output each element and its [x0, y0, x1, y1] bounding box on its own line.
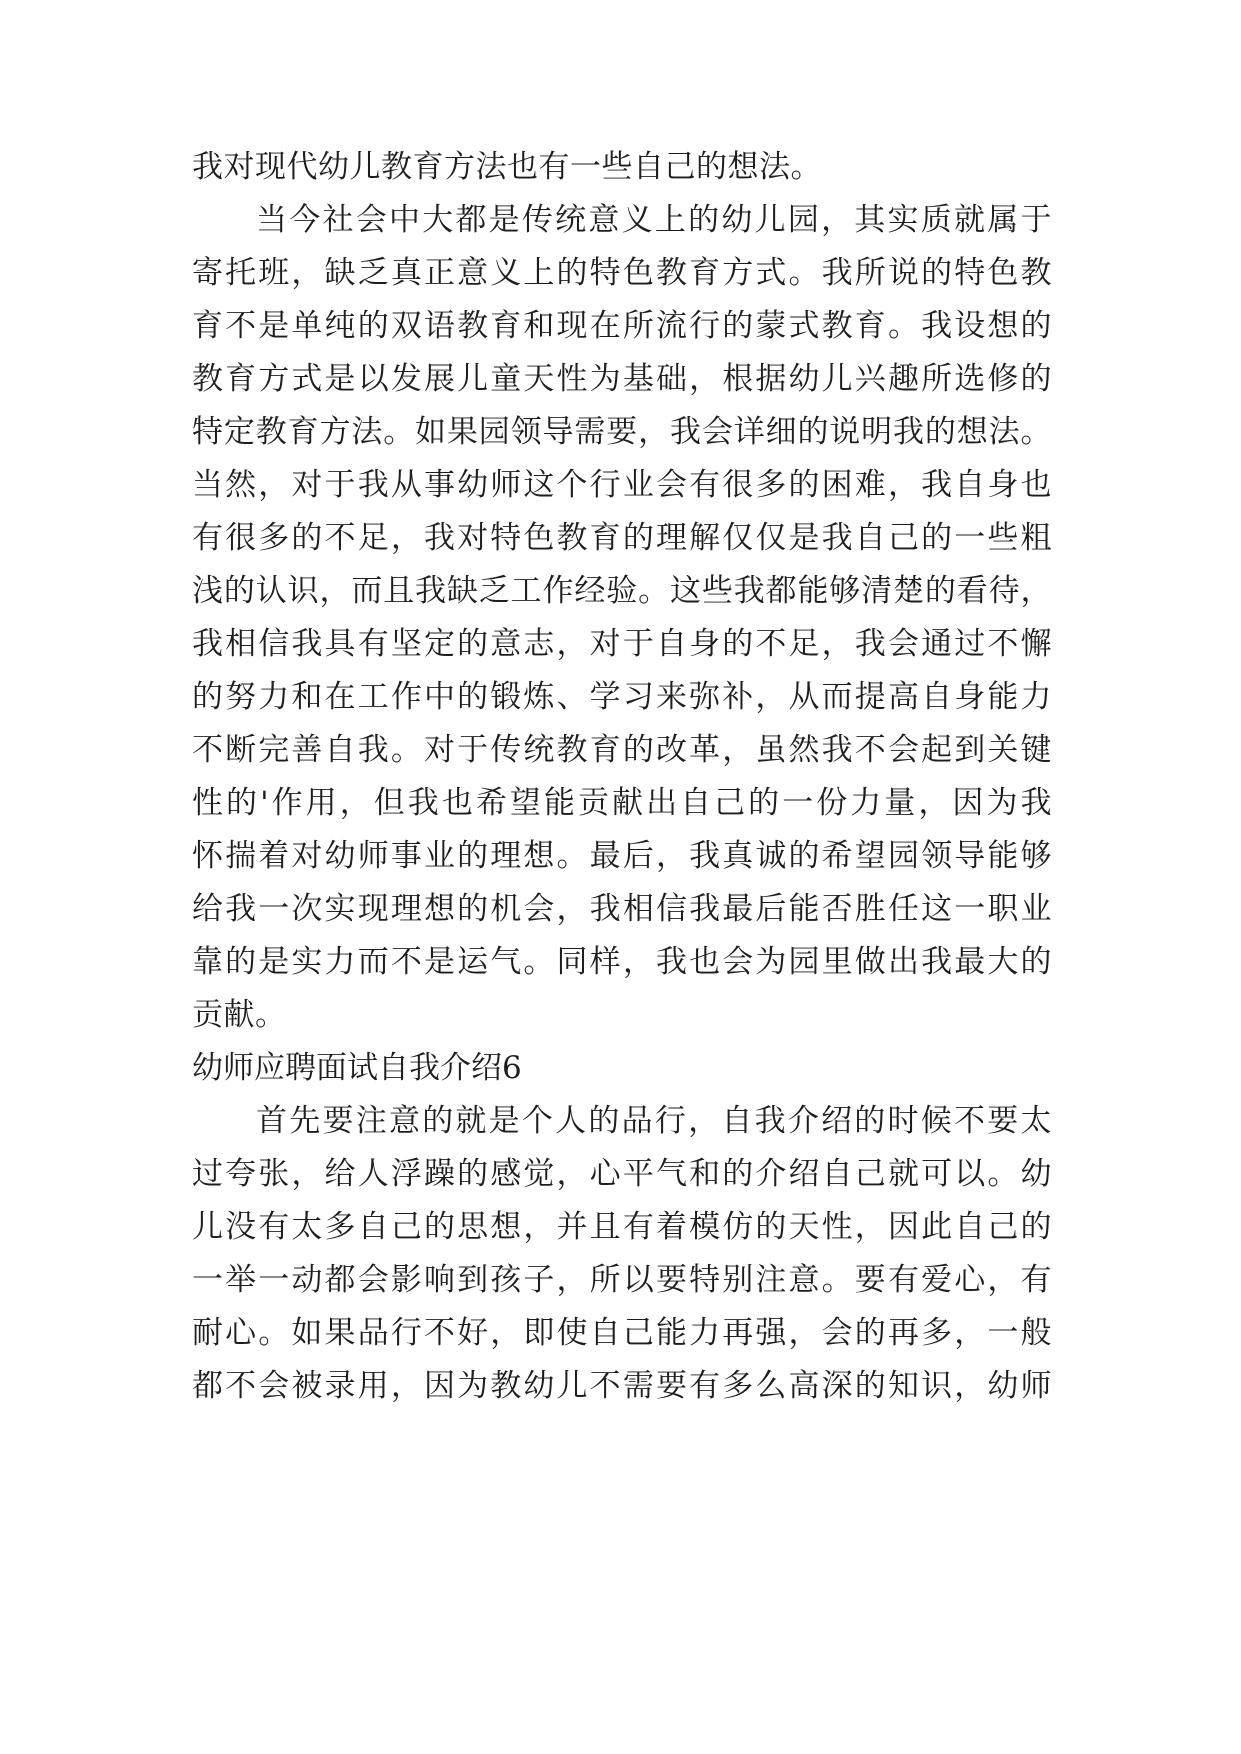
text-line: 一举一动都会影响到孩子，所以要特别注意。要有爱心，有 [192, 1262, 1052, 1298]
text-line: 特定教育方法。如果园领导需要，我会详细的说明我的想法。 [192, 414, 1052, 450]
text-line: 都不会被录用，因为教幼儿不需要有多么高深的知识，幼师 [192, 1368, 1052, 1404]
text-line: 性的'作用，但我也希望能贡献出自己的一份力量，因为我 [192, 785, 1052, 821]
paragraph-first-line: 当今社会中大都是传统意义上的幼儿园，其实质就属于 [256, 202, 1052, 238]
text-line: 贡献。 [192, 997, 287, 1033]
text-line: 我相信我具有坚定的意志，对于自身的不足，我会通过不懈 [192, 626, 1052, 662]
text-line: 给我一次实现理想的机会，我相信我最后能否胜任这一职业 [192, 891, 1052, 927]
text-line: 寄托班，缺乏真正意义上的特色教育方式。我所说的特色教 [192, 255, 1052, 291]
text-line: 浅的认识，而且我缺乏工作经验。这些我都能够清楚的看待， [192, 573, 1052, 609]
text-line: 过夸张，给人浮躁的感觉，心平气和的介绍自己就可以。幼 [192, 1156, 1052, 1192]
text-line: 的努力和在工作中的锻炼、学习来弥补，从而提高自身能力 [192, 679, 1052, 715]
text-line: 儿没有太多自己的思想，并且有着模仿的天性，因此自己的 [192, 1209, 1052, 1245]
section-heading: 幼师应聘面试自我介绍6 [192, 1050, 522, 1086]
text-line: 靠的是实力而不是运气。同样，我也会为园里做出我最大的 [192, 944, 1052, 980]
text-line: 有很多的不足，我对特色教育的理解仅仅是我自己的一些粗 [192, 520, 1052, 556]
text-line: 当然，对于我从事幼师这个行业会有很多的困难，我自身也 [192, 467, 1052, 503]
text-line: 不断完善自我。对于传统教育的改革，虽然我不会起到关键 [192, 732, 1052, 768]
text-line: 耐心。如果品行不好，即使自己能力再强，会的再多，一般 [192, 1315, 1052, 1351]
text-line: 育不是单纯的双语教育和现在所流行的蒙式教育。我设想的 [192, 308, 1052, 344]
text-line: 教育方式是以发展儿童天性为基础，根据幼儿兴趣所选修的 [192, 361, 1052, 397]
paragraph-first-line: 首先要注意的就是个人的品行，自我介绍的时候不要太 [256, 1103, 1052, 1139]
text-line: 怀揣着对幼师事业的理想。最后，我真诚的希望园领导能够 [192, 838, 1052, 874]
text-line: 我对现代幼儿教育方法也有一些自己的想法。 [192, 149, 822, 185]
